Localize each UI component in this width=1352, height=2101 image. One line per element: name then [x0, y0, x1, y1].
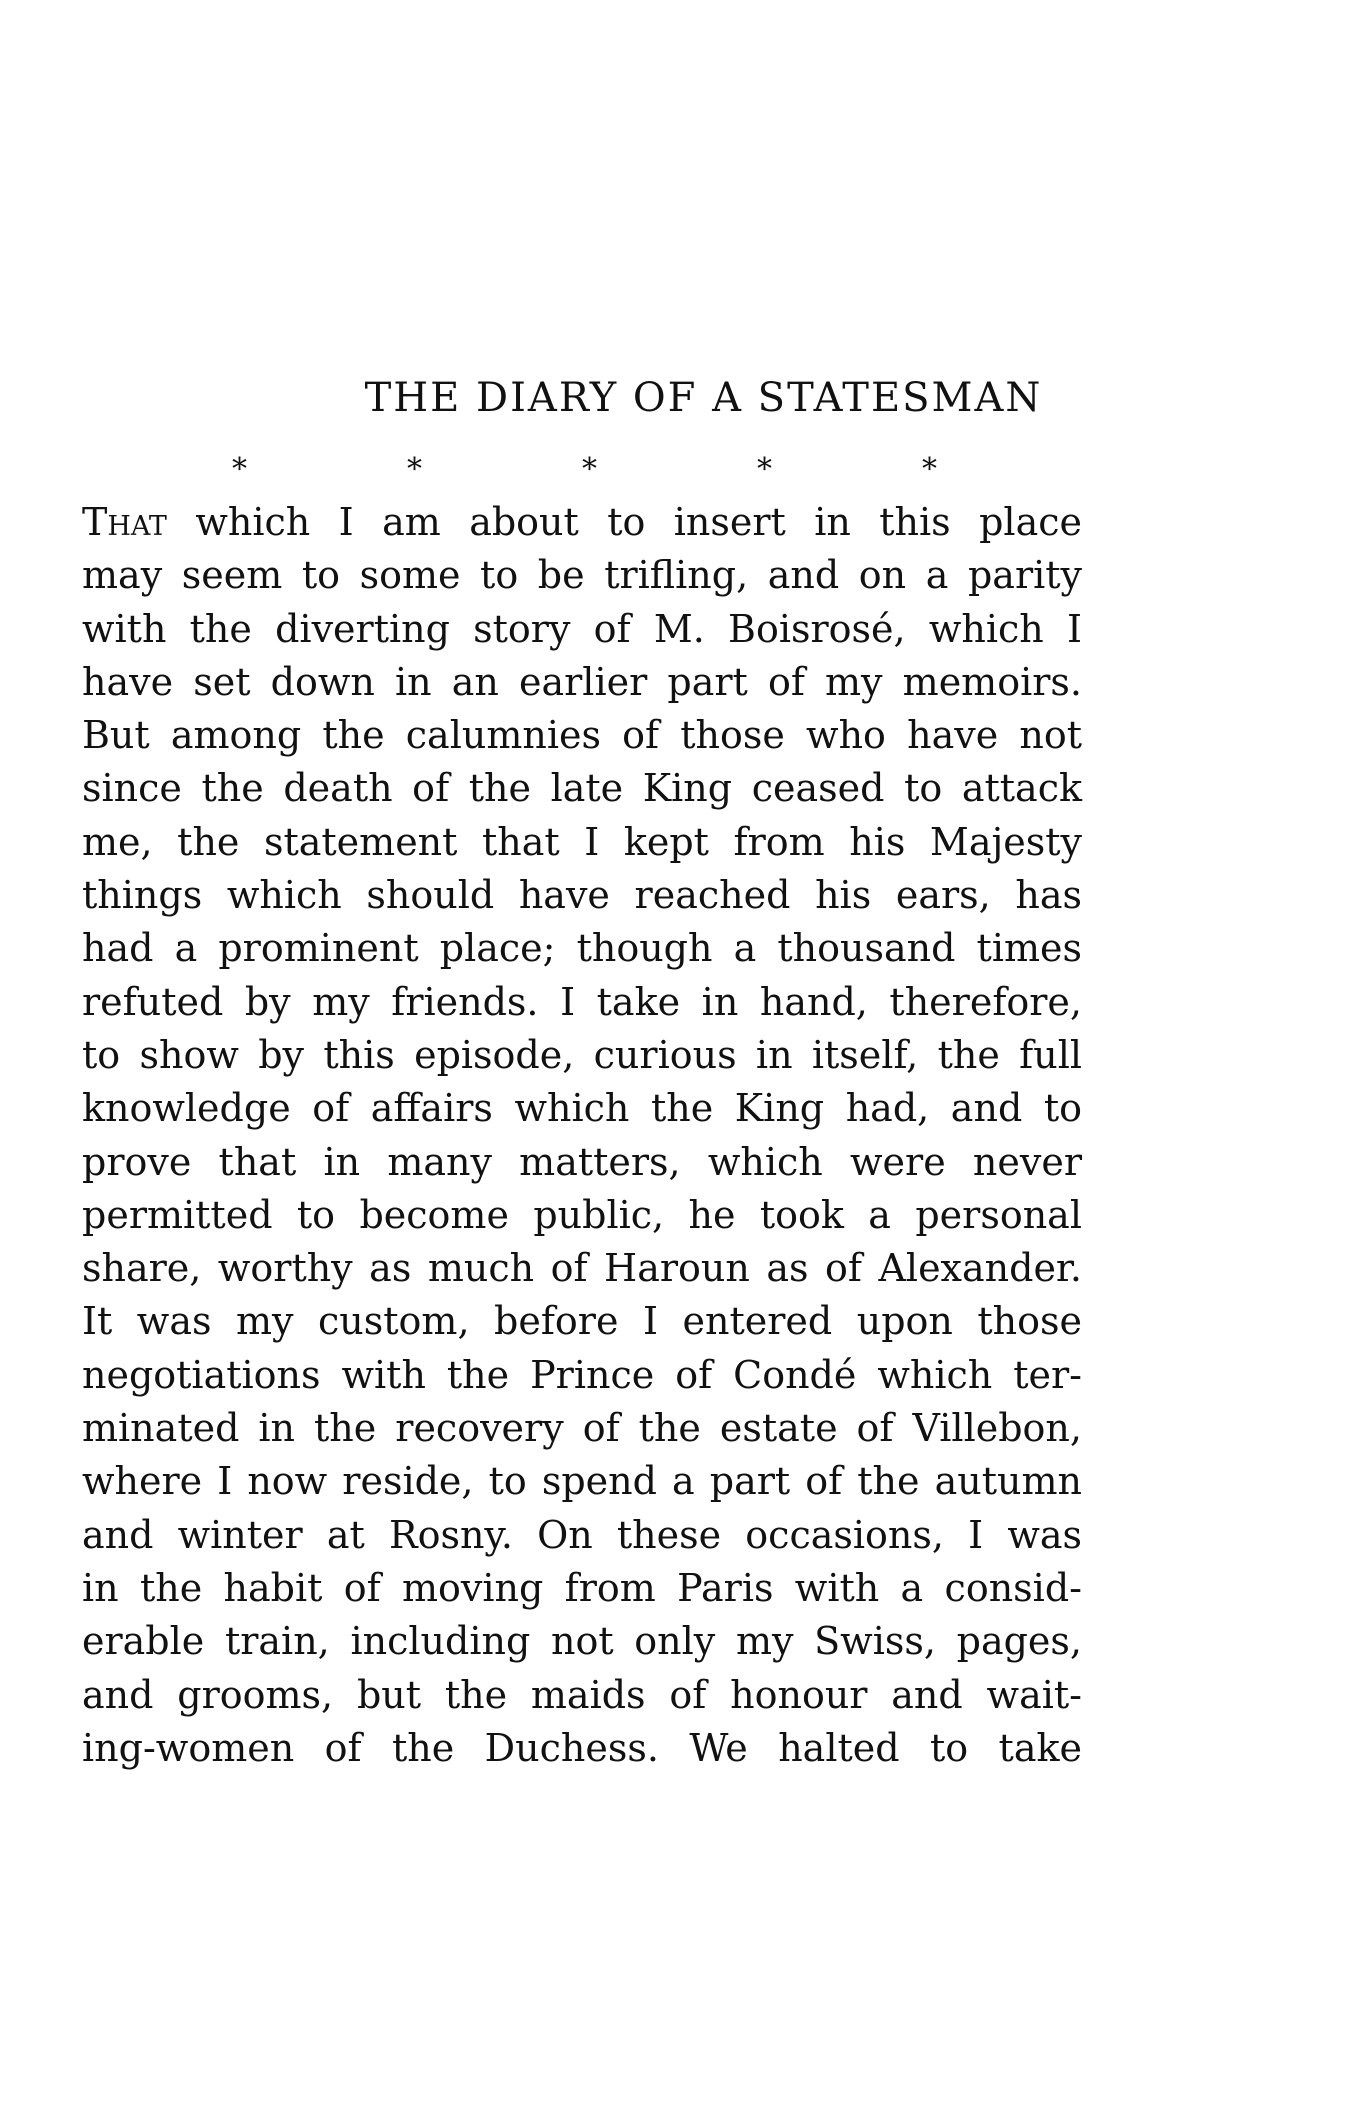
lead-word: That [82, 500, 167, 544]
divider-star: * [922, 452, 937, 487]
text-line: me, the statement that I kept from his Majesty [82, 819, 1082, 864]
divider-star: * [582, 452, 597, 487]
text-line: But among the calumnies of those who have not [82, 713, 1082, 758]
text-line: and grooms, but the maids of honour and wait- [82, 1672, 1082, 1717]
text-line: had a prominent place; though a thousand times [82, 926, 1082, 971]
text-line: where I now reside, to spend a part of the autumn [82, 1459, 1082, 1504]
text-line: prove that in many matters, which were never [82, 1139, 1082, 1184]
text-line: with the diverting story of M. Boisrosé, which I [82, 606, 1082, 651]
text-line: negotiations with the Prince of Condé which ter- [82, 1352, 1082, 1397]
chapter-title: THE DIARY OF A STATESMAN [364, 375, 1043, 421]
divider-star: * [232, 452, 247, 487]
text-line: ing-women of the Duchess. We halted to take [82, 1725, 1082, 1770]
section-divider [232, 452, 937, 488]
text-line [82, 496, 1082, 549]
text-line: permitted to become public, he took a personal [82, 1192, 1082, 1237]
text-line: knowledge of affairs which the King had, and to [82, 1086, 1082, 1131]
text-line: things which should have reached his ears, has [82, 873, 1082, 918]
text-line: minated in the recovery of the estate of Villebon, [82, 1406, 1082, 1451]
text-line: since the death of the late King ceased to attack [82, 766, 1082, 811]
text-line: have set down in an earlier part of my memoirs. [82, 659, 1082, 704]
text-line: refuted by my friends. I take in hand, therefore, [82, 979, 1082, 1024]
text-line: It was my custom, before I entered upon those [82, 1299, 1082, 1344]
text-line: share, worthy as much of Haroun as of Alexander. [82, 1246, 1082, 1291]
divider-star: * [757, 452, 772, 487]
line-text: which I am about to insert in this place [166, 500, 1082, 544]
text-line: erable train, including not only my Swiss, pages, [82, 1619, 1082, 1664]
text-line: in the habit of moving from Paris with a consid- [82, 1565, 1082, 1610]
text-line: and winter at Rosny. On these occasions, I was [82, 1512, 1082, 1557]
text-line: may seem to some to be trifling, and on a parity [82, 553, 1082, 598]
body-text [82, 496, 1082, 1775]
divider-star: * [407, 452, 422, 487]
text-line: to show by this episode, curious in itself, the full [82, 1032, 1082, 1077]
